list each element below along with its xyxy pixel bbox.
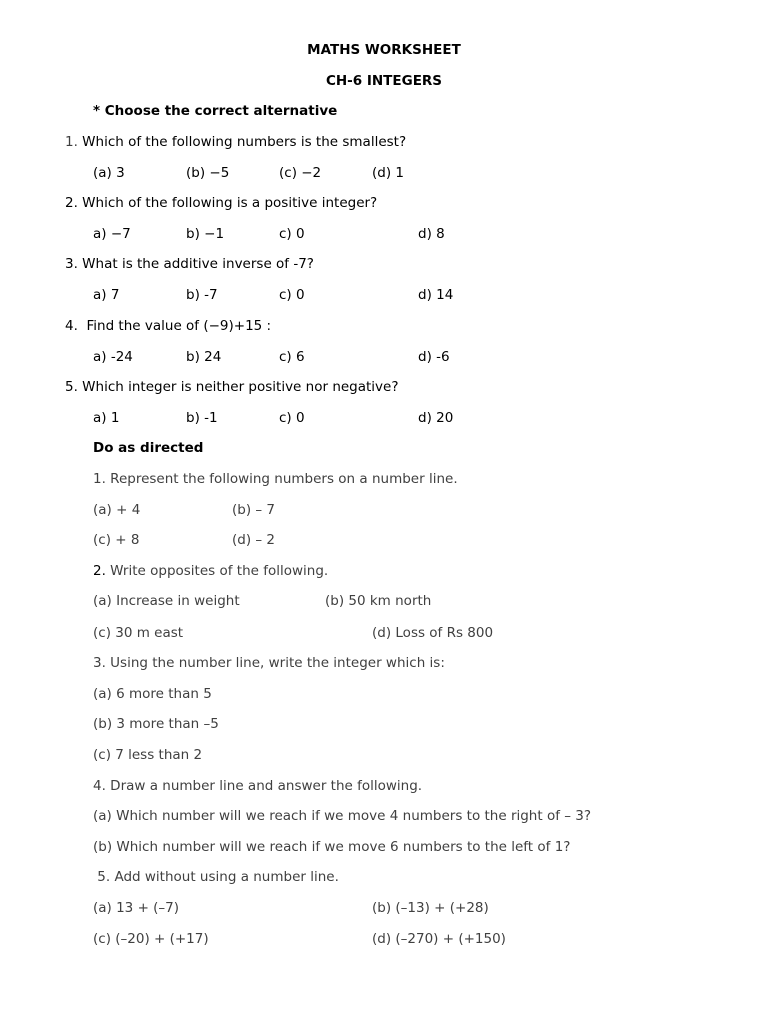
mcq-3-number: 3.: [65, 256, 78, 272]
mcq-3-text: What is the additive inverse of -7?: [77, 256, 314, 272]
mcq-2-option-a: a) −7: [93, 226, 131, 242]
mcq-2-option-c: c) 0: [279, 226, 305, 242]
worksheet-title: MATHS WORKSHEET: [307, 42, 461, 58]
mcq-5-option-d: d) 20: [418, 410, 454, 426]
mcq-4-number: 4.: [65, 318, 78, 334]
mcq-5-question: [65, 378, 399, 396]
q5-part-d: (d) (–270) + (+150): [372, 931, 506, 947]
q2-number: 2.: [93, 563, 106, 579]
mcq-2-text: Which of the following is a positive integer?: [77, 195, 378, 211]
mcq-3-option-b: b) -7: [186, 287, 218, 303]
q4-part-b: (b) Which number will we reach if we move 6 numbers to the left of 1?: [93, 839, 571, 855]
mcq-5-option-b: b) -1: [186, 410, 218, 426]
chapter-subtitle: CH-6 INTEGERS: [325, 73, 443, 89]
q1-part-a: (a) + 4: [93, 502, 141, 518]
section-a-heading: * Choose the correct alternative: [93, 103, 338, 119]
q2-part-a: (a) Increase in weight: [93, 593, 240, 609]
mcq-1-question: [65, 133, 406, 151]
mcq-5-text: Which integer is neither positive nor negative?: [77, 379, 399, 395]
q2-text: [93, 562, 328, 580]
q2-part-b: (b) 50 km north: [325, 593, 432, 609]
q1-text: 1. Represent the following numbers on a number line.: [93, 471, 458, 487]
mcq-3-option-a: a) 7: [93, 287, 120, 303]
mcq-2-number: 2.: [65, 195, 78, 211]
mcq-5-option-c: c) 0: [279, 410, 305, 426]
q4-part-a: (a) Which number will we reach if we move 4 numbers to the right of – 3?: [93, 808, 592, 824]
q5-part-a: (a) 13 + (–7): [93, 900, 180, 916]
q2-instruction: Write opposites of the following.: [105, 563, 329, 579]
q2-part-d: (d) Loss of Rs 800: [372, 625, 494, 641]
q3-part-c: (c) 7 less than 2: [93, 747, 203, 763]
mcq-3-question: [65, 255, 314, 273]
q1-part-d: (d) – 2: [232, 532, 276, 548]
mcq-4-text: Find the value of (−9)+15 :: [77, 318, 272, 334]
mcq-2-option-d: d) 8: [418, 226, 445, 242]
section-b-heading: Do as directed: [93, 440, 204, 456]
mcq-4-option-a: a) -24: [93, 349, 133, 365]
mcq-4-option-d: d) -6: [418, 349, 450, 365]
mcq-4-option-b: b) 24: [186, 349, 222, 365]
mcq-3-option-c: c) 0: [279, 287, 305, 303]
q5-text: 5. Add without using a number line.: [93, 869, 339, 885]
q2-part-c: (c) 30 m east: [93, 625, 184, 641]
mcq-2-option-b: b) −1: [186, 226, 225, 242]
mcq-1-option-c: (c) −2: [279, 165, 322, 181]
mcq-1-option-a: (a) 3: [93, 165, 125, 181]
mcq-5-number: 5.: [65, 379, 78, 395]
mcq-4-question: [65, 317, 271, 335]
q4-text: 4. Draw a number line and answer the following.: [93, 778, 423, 794]
mcq-4-option-c: c) 6: [279, 349, 305, 365]
q5-part-c: (c) (–20) + (+17): [93, 931, 209, 947]
q1-part-c: (c) + 8: [93, 532, 140, 548]
q3-part-b: (b) 3 more than –5: [93, 716, 219, 732]
mcq-1-option-b: (b) −5: [186, 165, 230, 181]
q5-part-b: (b) (–13) + (+28): [372, 900, 489, 916]
mcq-1-option-d: (d) 1: [372, 165, 404, 181]
mcq-5-option-a: a) 1: [93, 410, 120, 426]
q1-part-b: (b) – 7: [232, 502, 276, 518]
mcq-2-question: [65, 194, 377, 212]
q3-text: 3. Using the number line, write the integer which is:: [93, 655, 445, 671]
mcq-1-text: Which of the following numbers is the smallest?: [77, 134, 407, 150]
mcq-1-number: 1.: [65, 134, 78, 150]
mcq-3-option-d: d) 14: [418, 287, 454, 303]
q3-part-a: (a) 6 more than 5: [93, 686, 212, 702]
